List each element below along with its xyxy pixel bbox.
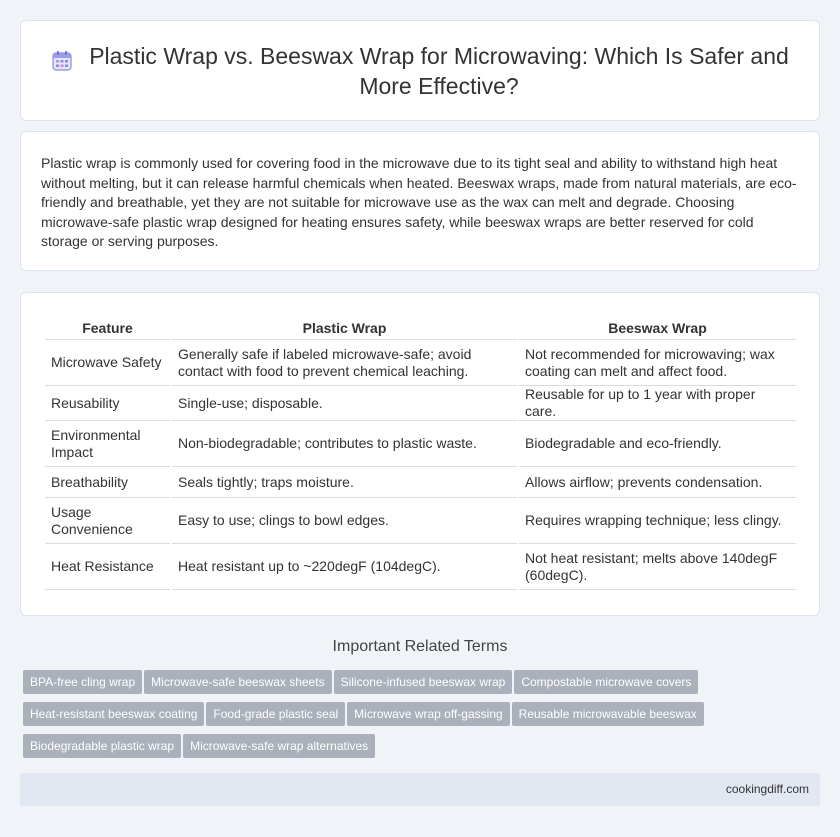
table-cell-feature: Usage Convenience (45, 498, 170, 544)
table-row (45, 544, 796, 590)
table-cell-plastic: Heat resistant up to ~220degF (104degC). (172, 544, 517, 590)
footer-site-link[interactable]: cookingdiff.com (725, 782, 809, 796)
table-header-row (45, 313, 796, 340)
related-term-tag[interactable]: Microwave-safe beeswax sheets (144, 670, 331, 694)
related-term-tag[interactable]: Microwave-safe wrap alternatives (183, 734, 375, 758)
table-cell-plastic: Single-use; disposable. (172, 386, 517, 421)
table-cell-plastic: Non-biodegradable; contributes to plastic waste. (172, 421, 517, 467)
table-cell-plastic: Seals tightly; traps moisture. (172, 467, 517, 498)
comparison-table (43, 313, 798, 590)
table-cell-beeswax: Requires wrapping technique; less clingy. (519, 498, 796, 544)
related-term-tag[interactable]: Silicone-infused beeswax wrap (334, 670, 513, 694)
related-term-tag[interactable]: Heat-resistant beeswax coating (23, 702, 204, 726)
related-term-tag[interactable]: Food-grade plastic seal (206, 702, 345, 726)
table-cell-feature: Breathability (45, 467, 170, 498)
table-cell-feature: Microwave Safety (45, 340, 170, 386)
column-header-feature: Feature (45, 313, 170, 340)
table-row (45, 386, 796, 421)
column-header-beeswax-wrap: Beeswax Wrap (519, 313, 796, 340)
table-cell-plastic: Easy to use; clings to bowl edges. (172, 498, 517, 544)
table-cell-beeswax: Allows airflow; prevents condensation. (519, 467, 796, 498)
table-row (45, 421, 796, 467)
related-term-tag[interactable]: BPA-free cling wrap (23, 670, 142, 694)
intro-paragraph: Plastic wrap is commonly used for covering food in the microwave due to its tight seal and ability to withstand high heat without melting, but it can release harmful chemicals when heated. Beeswax wraps, made from natural materials, are eco-friendly and breathable, yet they are not suitable for microwave use as the wax can melt and degrade. Choosing microwave-safe plastic wrap designed for heating ensures safety, while beeswax wraps are better reserved for cold storage or serving purposes. (41, 155, 797, 249)
table-cell-beeswax: Reusable for up to 1 year with proper care. (519, 386, 796, 421)
table-row (45, 498, 796, 544)
comparison-table-card (20, 292, 820, 616)
related-term-tag[interactable]: Reusable microwavable beeswax (512, 702, 704, 726)
table-cell-plastic: Generally safe if labeled microwave-safe; avoid contact with food to prevent chemical leaching. (172, 340, 517, 386)
table-cell-feature: Environmental Impact (45, 421, 170, 467)
table-cell-feature: Reusability (45, 386, 170, 421)
calendar-icon (51, 50, 73, 72)
table-row (45, 467, 796, 498)
column-header-plastic-wrap: Plastic Wrap (172, 313, 517, 340)
footer (20, 773, 820, 806)
related-term-tag[interactable]: Microwave wrap off-gassing (347, 702, 510, 726)
related-terms-list (23, 670, 823, 766)
header-card (20, 20, 820, 121)
table-row (45, 340, 796, 386)
related-term-tag[interactable]: Compostable microwave covers (514, 670, 698, 694)
table-cell-feature: Heat Resistance (45, 544, 170, 590)
related-terms-title: Important Related Terms (332, 638, 508, 655)
table-cell-beeswax: Not recommended for microwaving; wax coating can melt and affect food. (519, 340, 796, 386)
intro-card (20, 131, 820, 271)
table-cell-beeswax: Not heat resistant; melts above 140degF (60degC). (519, 544, 796, 590)
table-cell-beeswax: Biodegradable and eco-friendly. (519, 421, 796, 467)
related-term-tag[interactable]: Biodegradable plastic wrap (23, 734, 181, 758)
page-title: Plastic Wrap vs. Beeswax Wrap for Microwaving: Which Is Safer and More Effective? (89, 42, 789, 99)
